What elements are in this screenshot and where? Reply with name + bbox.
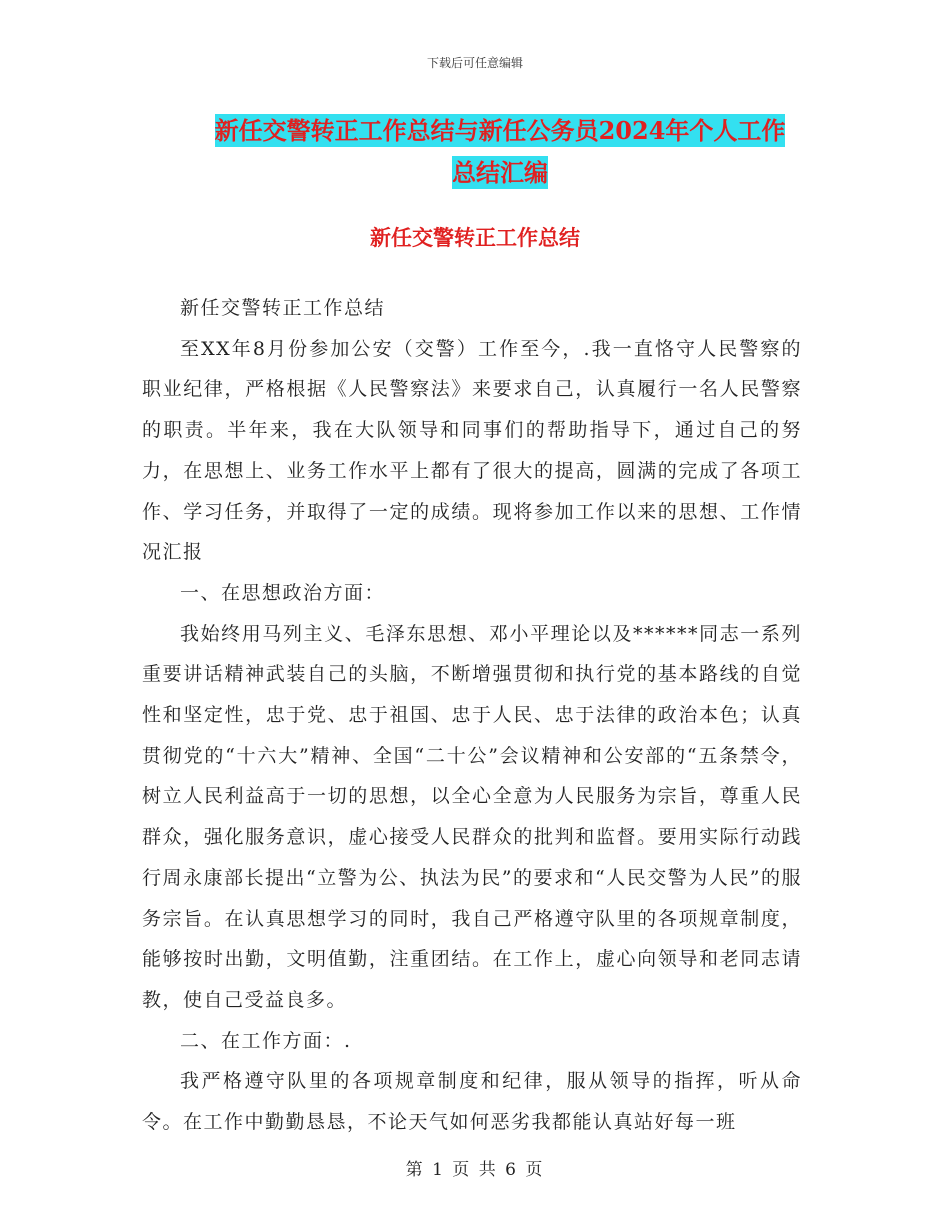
paragraph: 一、在思想政治方面： xyxy=(180,581,386,604)
paragraph: 至XX年8月份参加公安（交警）工作至今，.我一直恪守人民警察的职业纪律，严格根据《人民警察法》来要求自己，认真履行一名人民警察的职责。半年来，我在大队领导和同事们的帮助指导下，通过自己的努力，在思想上、业务工作水平上都有了很大的提高，圆满的完成了各项工作、学习任务，并取得了一定的成绩。现将参加工作以来的思想、工作情况汇报 xyxy=(142,337,802,564)
page-footer: 第 1 页 共 6 页 xyxy=(405,1160,545,1180)
paragraph: 我始终用马列主义、毛泽东思想、邓小平理论以及******同志一系列重要讲话精神武装自己的头脑，不断增强贯彻和执行党的基本路线的自觉性和坚定性，忠于党、忠于祖国、忠于人民、忠于法律的政治本色；认真贯彻党的“十六大”精神、全国“二十公”会议精神和公安部的“五条禁令，树立人民利益高于一切的思想，以全心全意为人民服务为宗旨，尊重人民群众，强化服务意识，虚心接受人民群众的批判和监督。要用实际行动践行周永康部长提出“立警为公、执法为民”的要求和“人民交警为人民”的服务宗旨。在认真思想学习的同时，我自己严格遵守队里的各项规章制度，能够按时出勤，文明值勤，注重团结。在工作上，虚心向领导和老同志请教，使自己受益良多。 xyxy=(142,622,802,1011)
paragraph: 新任交警转正工作总结 xyxy=(180,297,386,319)
body-text xyxy=(142,288,802,1143)
main-title-line1: 新任交警转正工作总结与新任公务员2024年个人工作 xyxy=(214,116,786,145)
main-title-line2: 总结汇编 xyxy=(452,158,548,187)
section-title: 新任交警转正工作总结 xyxy=(370,225,580,250)
header-note: 下载后可任意编辑 xyxy=(426,56,523,70)
paragraph: 我严格遵守队里的各项规章制度和纪律，服从领导的指挥，听从命令。在工作中勤勤恳恳，不论天气如何恶劣我都能认真站好每一班 xyxy=(142,1070,802,1134)
paragraph: 二、在工作方面：. xyxy=(180,1029,352,1052)
main-title xyxy=(150,110,850,194)
